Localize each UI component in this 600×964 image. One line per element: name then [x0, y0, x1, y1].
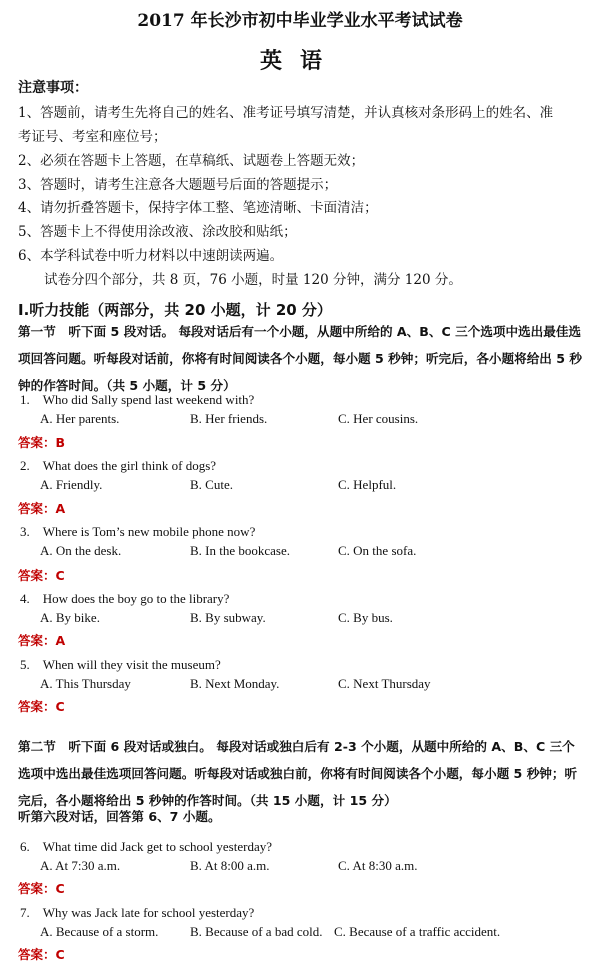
notice-item: 4、请勿折叠答题卡，保持字体工整、笔迹清晰、卡面清洁；	[18, 200, 378, 216]
answer-key: 答案：A	[18, 633, 66, 648]
notice-item: 1、答题前，请考生先将自己的姓名、准考证号填写清楚，并认真核对条形码上的姓名、准	[18, 105, 554, 121]
question-text: 2. What does the girl think of dogs?	[20, 458, 217, 473]
option-a: A. At 7:30 a.m.	[40, 858, 121, 873]
exam-summary: 试卷分四个部分，共 8 页，76 小题，时量 120 分钟，满分 120 分。	[44, 272, 462, 288]
question-text: 4. How does the boy go to the library?	[20, 591, 230, 606]
option-a: A. Friendly.	[40, 477, 103, 492]
answer-key: 答案：C	[18, 568, 65, 583]
answer-key: 答案：C	[18, 699, 65, 714]
question-text: 7. Why was Jack late for school yesterday?	[20, 905, 255, 920]
section2-instructions: 第二节 听下面 6 段对话或独白。 每段对话或独白后有 2-3 个小题，从题中所给的 A、B、C 三个选项中选出最佳选项回答问题。听每段对话或独白前，你将有时间阅读各个小题，每小题 5 秒钟；听完后，各小题将给出 5 秒钟的作答时间。（共 15 小题，计 15 分）	[18, 739, 578, 808]
dialogue-six-heading: 听第六段对话，回答第 6、7 小题。	[18, 809, 221, 824]
answer-key: 答案：C	[18, 947, 65, 962]
option-a: A. On the desk.	[40, 543, 122, 558]
option-b: B. Her friends.	[190, 411, 268, 426]
option-b: B. At 8:00 a.m.	[190, 858, 270, 873]
question-text: 6. What time did Jack get to school yesterday?	[20, 839, 272, 854]
notice-item: 考证号、考室和座位号；	[18, 129, 167, 145]
option-a: A. By bike.	[40, 610, 100, 625]
option-a: A. This Thursday	[40, 676, 131, 691]
option-a: A. Because of a storm.	[40, 924, 159, 939]
option-b: B. By subway.	[190, 610, 266, 625]
answer-key: 答案：A	[18, 501, 66, 516]
option-c: C. Helpful.	[338, 477, 397, 492]
notice-item: 6、本学科试卷中听力材料以中速朗读两遍。	[18, 248, 284, 264]
answer-key: 答案：C	[18, 881, 65, 896]
question-text: 3. Where is Tom’s new mobile phone now?	[20, 524, 256, 539]
option-c: C. Her cousins.	[338, 411, 419, 426]
option-b: B. Because of a bad cold.	[190, 924, 323, 939]
option-c: C. By bus.	[338, 610, 393, 625]
part1-title: Ⅰ.听力技能（两部分，共 20 小题，计 20 分）	[18, 301, 332, 319]
question-text: 1. Who did Sally spend last weekend with?	[20, 392, 255, 407]
question-text: 5. When will they visit the museum?	[20, 657, 221, 672]
option-c: C. At 8:30 a.m.	[338, 858, 418, 873]
option-a: A. Her parents.	[40, 411, 120, 426]
section1-instructions: 第一节 听下面 5 段对话。 每段对话后有一个小题，从题中所给的 A、B、C 三个选项中选出最佳选项回答问题。听每段对话前，你将有时间阅读各个小题，每小题 5 秒钟；听完后，各小题将给出 5 秒钟的作答时间。（共 5 小题，计 5 分）	[18, 324, 583, 393]
subject-title: 英语	[259, 48, 340, 74]
notice-heading: 注意事项：	[18, 80, 88, 96]
notice-item: 2、必须在答题卡上答题，在草稿纸、试题卷上答题无效；	[18, 153, 365, 169]
notice-item: 3、答题时，请考生注意各大题题号后面的答题提示；	[18, 177, 338, 193]
option-b: B. In the bookcase.	[190, 543, 291, 558]
option-c: C. On the sofa.	[338, 543, 417, 558]
exam-title: 2017 年长沙市初中毕业学业水平考试试卷	[137, 11, 463, 31]
option-b: B. Next Monday.	[190, 676, 280, 691]
notice-item: 5、答题卡上不得使用涂改液、涂改胶和贴纸；	[18, 224, 297, 240]
option-c: C. Because of a traffic accident.	[334, 924, 501, 939]
answer-key: 答案：B	[18, 435, 66, 450]
option-c: C. Next Thursday	[338, 676, 431, 691]
option-b: B. Cute.	[190, 477, 233, 492]
